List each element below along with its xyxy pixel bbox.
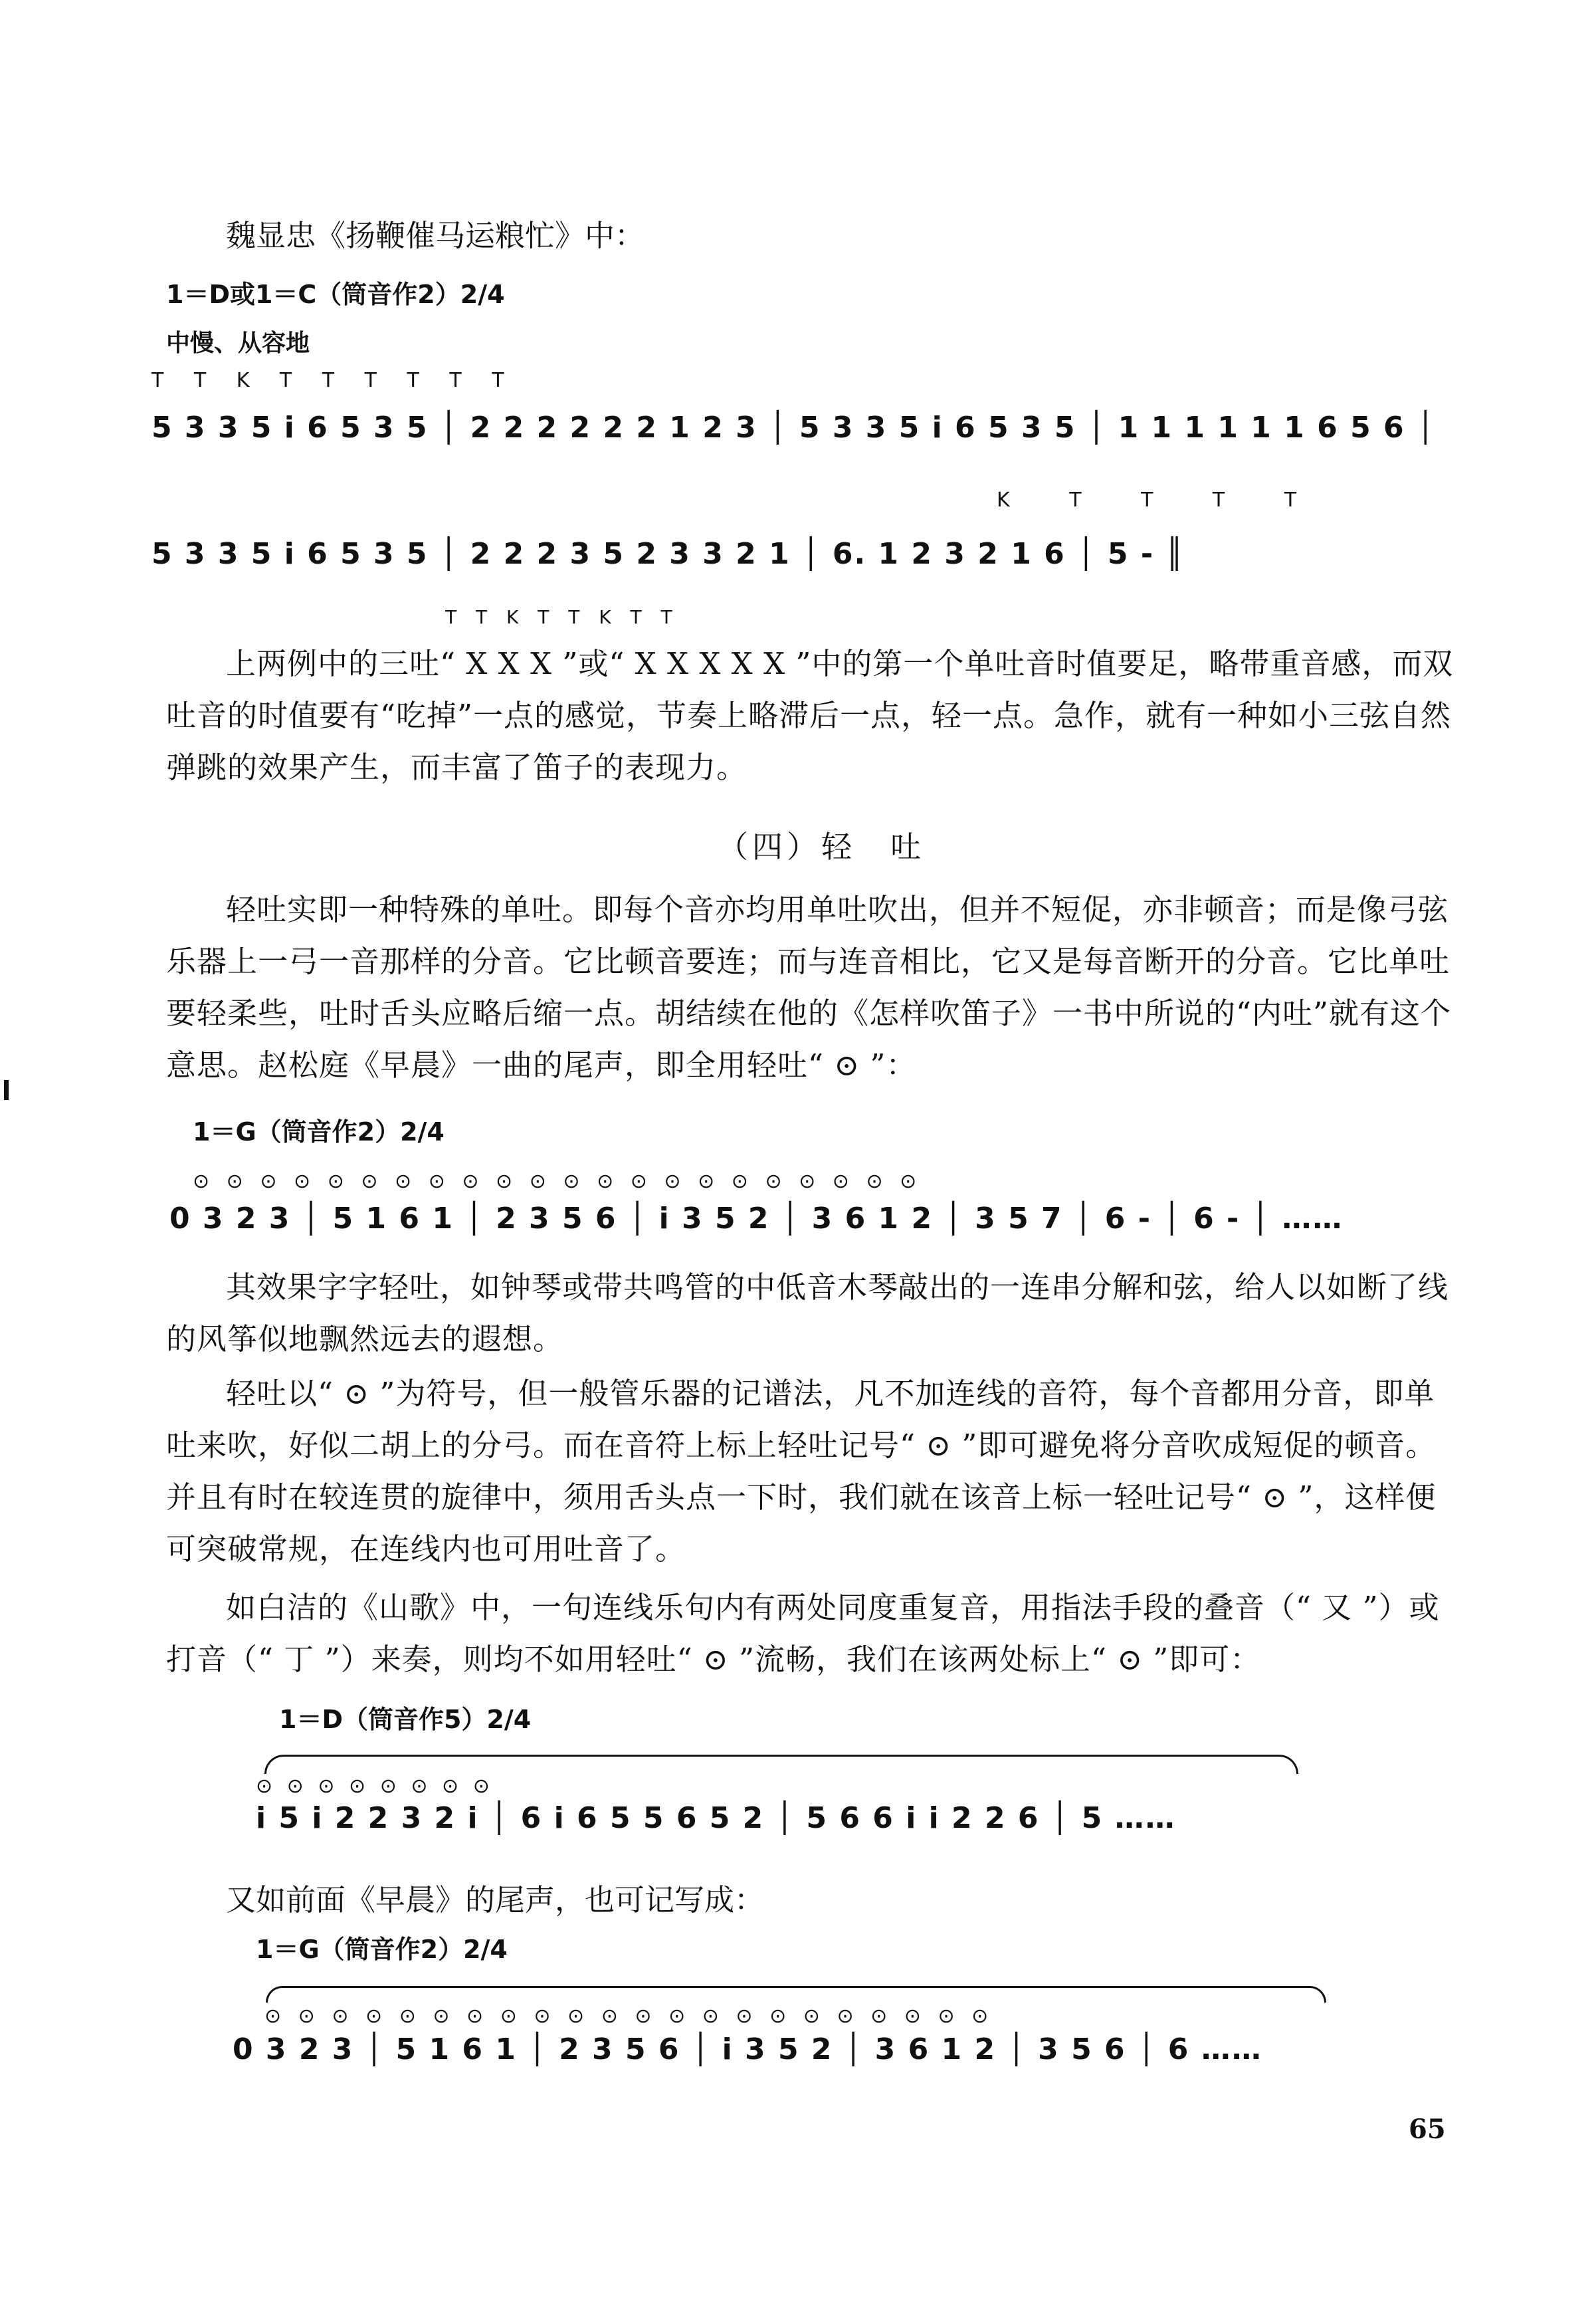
score-row-2: 5 3 3 5 i 6 5 3 5 │ 2 2 2 3 5 2 3 3 2 1 │ 6. 1 2 3 2 1 6 │ 5 - ║ [151, 537, 1185, 571]
key-signature-1: 1＝D或1＝C（筒音作2）2/4 [166, 280, 505, 309]
light-tongue-marks-4: ⊙ ⊙ ⊙ ⊙ ⊙ ⊙ ⊙ ⊙ ⊙ ⊙ ⊙ ⊙ ⊙ ⊙ ⊙ ⊙ ⊙ ⊙ ⊙ ⊙ ⊙ ⊙ [264, 2005, 994, 2028]
tonguing-marks-row1: T T K T T T T T T [151, 369, 516, 392]
paragraph-effect: 其效果字字轻吐，如钟琴或带共鸣管的中低音木琴敲出的一连串分解和弦，给人以如断了线的风筝似地飘然远去的遐想。 [166, 1269, 1449, 1357]
paragraph-symbol: 轻吐以“ ⊙ ”为符号，但一般管乐器的记谱法，凡不加连线的音符，每个音都用分音，即单吐来吹，好似二胡上的分弓。而在音符上标上轻吐记号“ ⊙ ”即可避免将分音吹成短促的顿音。并且有时在较连贯的旋律中，须用舌头点一下时，我们就在该音上标一轻吐记号“ ⊙ ”，这样便可突破常规，在连线内也可用吐音了。 [166, 1376, 1437, 1567]
scan-artifact [4, 1080, 9, 1100]
score-example-2: 0 3 2 3 │ 5 1 6 1 │ 2 3 5 6 │ i 3 5 2 │ 3 6 1 2 │ 3 5 7 │ 6 - │ 6 - │ …… [169, 1202, 1344, 1236]
inline-tonguing-marks: T T K T T K T T [445, 606, 679, 628]
score-example-4: 0 3 2 3 │ 5 1 6 1 │ 2 3 5 6 │ i 3 5 2 │ 3 6 1 2 │ 3 5 6 │ 6 …… [233, 2032, 1262, 2066]
paragraph-alternative: 又如前面《早晨》的尾声，也可记写成： [226, 1882, 765, 1917]
tonguing-marks-row2: K T T T T [997, 489, 1324, 512]
key-signature-4: 1＝G（筒音作2）2/4 [256, 1935, 508, 1964]
key-signature-2: 1＝G（筒音作2）2/4 [193, 1117, 445, 1147]
paragraph-triple-tongue: 上两例中的三吐“ X X X ”或“ X X X X X ”中的第一个单吐音时值要足，略带重音感，而双吐音的时值要有“吃掉”一点的感觉，节奏上略滞后一点，轻一点。急作，就有一种如小三弦自然弹跳的效果产生，而丰富了笛子的表现力。 [166, 646, 1454, 785]
page-number: 65 [1409, 2114, 1446, 2145]
paragraph-light-tongue: 轻吐实即一种特殊的单吐。即每个音亦均用单吐吹出，但并不短促，亦非顿音；而是像弓弦乐器上一弓一音那样的分音。它比顿音要连；而与连音相比，它又是每音断开的分音。它比单吐要轻柔些，吐时舌头应略后缩一点。胡结续在他的《怎样吹笛子》一书中所说的“内吐”就有这个意思。赵松庭《早晨》一曲的尾声，即全用轻吐“ ⊙ ”： [166, 892, 1452, 1083]
light-tongue-marks-2: ⊙ ⊙ ⊙ ⊙ ⊙ ⊙ ⊙ ⊙ ⊙ ⊙ ⊙ ⊙ ⊙ ⊙ ⊙ ⊙ ⊙ ⊙ ⊙ ⊙ ⊙ ⊙ [193, 1170, 922, 1193]
paragraph-shange: 如白洁的《山歌》中，一句连线乐句内有两处同度重复音，用指法手段的叠音（“ 又 ”）或打音（“ 丁 ”）来奏，则均不如用轻吐“ ⊙ ”流畅，我们在该两处标上“ ⊙ ”即可： [166, 1590, 1440, 1677]
score-row-1: 5 3 3 5 i 6 5 3 5 │ 2 2 2 2 2 2 1 2 3 │ 5 3 3 5 i 6 5 3 5 │ 1 1 1 1 1 1 6 5 6 │ [151, 411, 1436, 445]
tempo-marking: 中慢、从容地 [166, 330, 310, 357]
phrase-slur [264, 1755, 1298, 1774]
score-example-3: i 5 i 2 2 3 2 i │ 6 i 6 5 5 6 5 2 │ 5 6 6 i i 2 2 6 │ 5 …… [256, 1801, 1176, 1835]
phrase-slur-2 [266, 1986, 1326, 2003]
intro-line: 魏显忠《扬鞭催马运粮忙》中： [226, 218, 645, 253]
key-signature-3: 1＝D（筒音作5）2/4 [279, 1705, 532, 1734]
section-heading: （四）轻 吐 [718, 829, 925, 865]
light-tongue-marks-3: ⊙ ⊙ ⊙ ⊙ ⊙ ⊙ ⊙ ⊙ [256, 1775, 494, 1798]
